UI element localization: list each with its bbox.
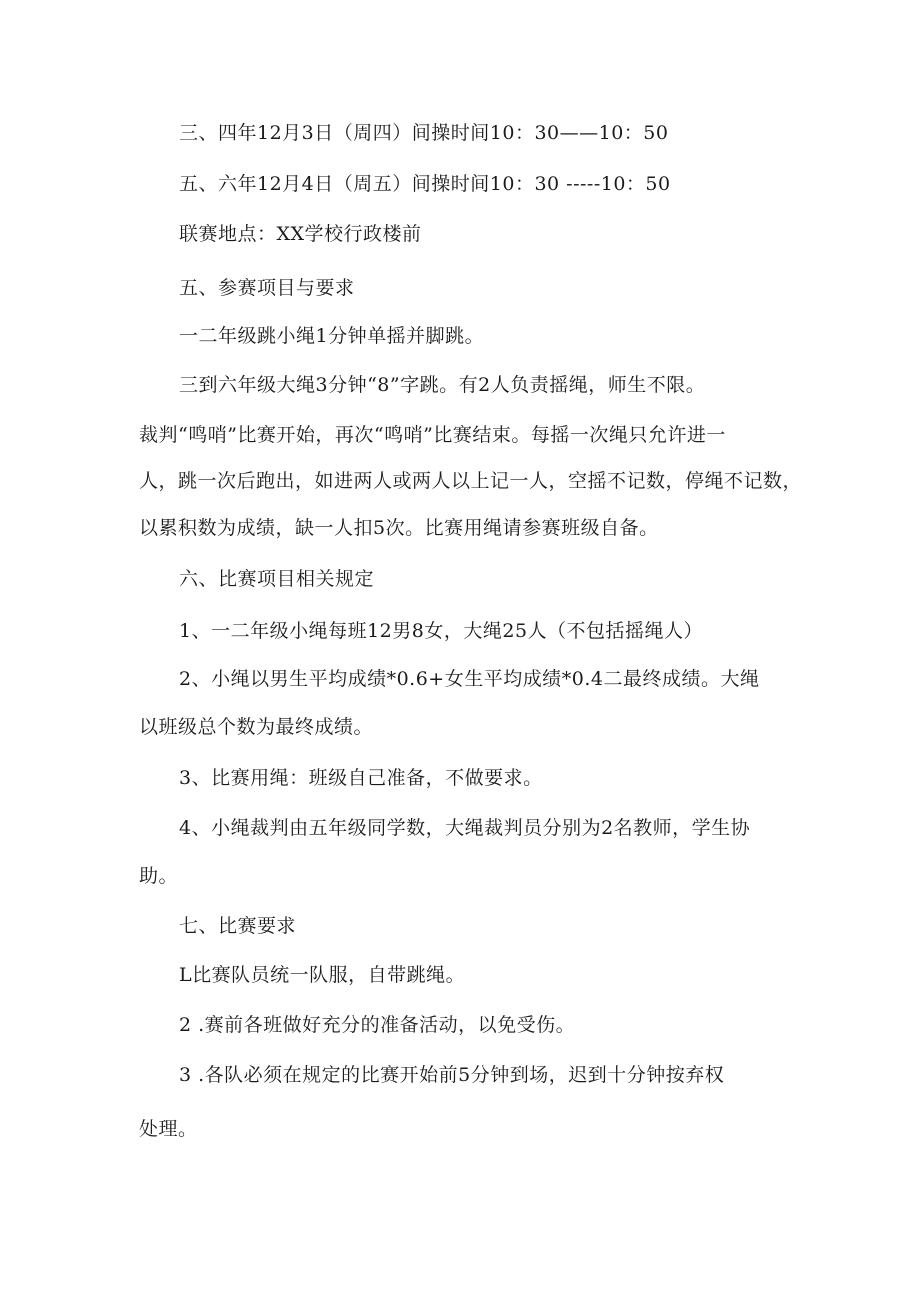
rule-item: 2、小绳以男生平均成绩*0.6+女生平均成绩*0.4二最终成绩。大绳 — [179, 668, 760, 690]
rule-item: 4、小绳裁判由五年级同学数，大绳裁判员分别为2名教师，学生协 — [179, 817, 751, 839]
section-heading-5: 五、参赛项目与要求 — [179, 277, 355, 299]
section-heading-7: 七、比赛要求 — [179, 915, 297, 937]
paragraph-line: 以累积数为成绩，缺一人扣5次。比赛用绳请参赛班级自备。 — [139, 517, 659, 539]
section-heading-6: 六、比赛项目相关规定 — [179, 568, 375, 590]
rule-item: 3、比赛用绳：班级自己准备，不做要求。 — [179, 767, 543, 789]
rule-item-continuation: 助。 — [139, 865, 179, 887]
requirement-item: L比赛队员统一队服，自带跳绳。 — [179, 964, 466, 986]
rule-item-continuation: 以班级总个数为最终成绩。 — [139, 716, 374, 738]
schedule-grade-5-6: 五、六年12月4日（周五）间操时间10：30 -----10：50 — [179, 173, 671, 195]
venue-line: 联赛地点：XX学校行政楼前 — [179, 223, 422, 245]
paragraph-line: 裁判“鸣哨”比赛开始，再次“鸣哨”比赛结束。每摇一次绳只允许进一 — [139, 424, 726, 446]
rule-item: 1、一二年级小绳每班12男8女，大绳25人（不包括摇绳人） — [179, 620, 704, 642]
schedule-grade-3-4: 三、四年12月3日（周四）间操时间10：30——10：50 — [179, 122, 669, 144]
requirement-item: 2 .赛前各班做好充分的准备活动，以免受伤。 — [179, 1014, 576, 1036]
paragraph-line: 人，跳一次后跑出，如进两人或两人以上记一人，空摇不记数，停绳不记数， — [139, 470, 803, 492]
requirement-item-continuation: 处理。 — [139, 1118, 198, 1140]
paragraph-line: 一二年级跳小绳1分钟单摇并脚跳。 — [179, 325, 485, 347]
paragraph-line: 三到六年级大绳3分钟“8”字跳。有2人负责摇绳，师生不限。 — [179, 374, 706, 396]
requirement-item: 3 .各队必须在规定的比赛开始前5分钟到场，迟到十分钟按弃权 — [179, 1064, 725, 1086]
